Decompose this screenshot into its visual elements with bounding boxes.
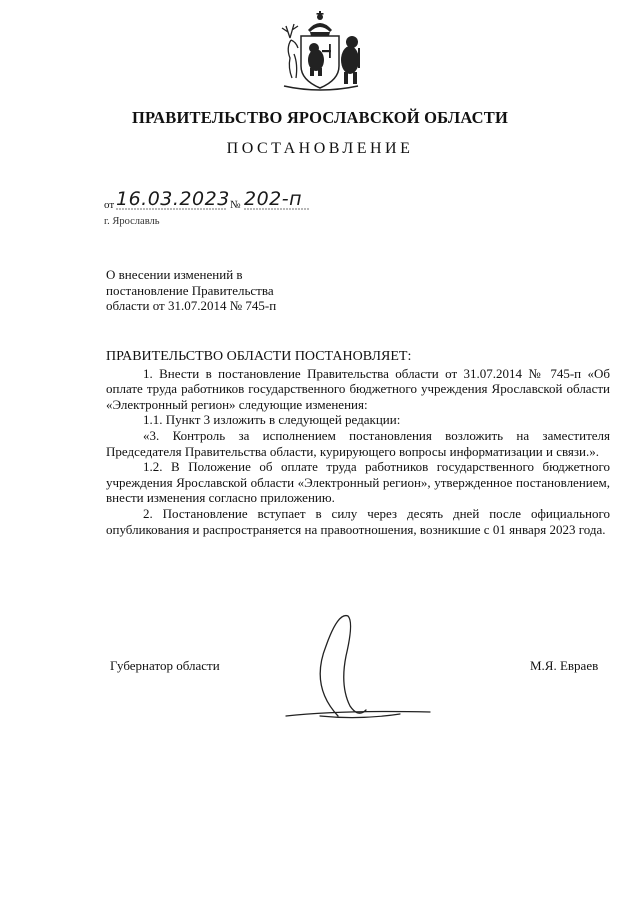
yaroslavl-coat-of-arms-icon: [274, 8, 366, 92]
handwritten-date: 16.03.2023: [116, 188, 230, 210]
government-title: ПРАВИТЕЛЬСТВО ЯРОСЛАВСКОЙ ОБЛАСТИ: [131, 108, 509, 127]
paragraph-1-1-quote: «3. Контроль за исполнением постановления возложить на заместителя Председателя Правительства области, курирующего вопросы информатизации и связи.».: [106, 427, 610, 459]
subject-line: области от 31.07.2014 № 745-п: [106, 298, 277, 313]
resolution-heading: ПРАВИТЕЛЬСТВО ОБЛАСТИ ПОСТАНОВЛЯЕТ:: [106, 349, 412, 364]
subject-line: постановление Правительства: [106, 282, 274, 298]
paragraph-1-2: 1.2. В Положение об оплате труда работников государственного бюджетного учреждения Ярославской области «Электронный регион», утвержденное постановлением, внести изменения согласно приложению.: [106, 459, 610, 506]
paragraph-1: 1. Внести в постановление Правительства области от 31.07.2014 № 745-п «Об оплате труда работников государственного бюджетного учреждения Ярославской области «Электронный регион» следующие изменения:: [106, 365, 610, 412]
handwritten-signature: [280, 606, 440, 730]
date-label: от: [104, 199, 115, 211]
document-type: ПОСТАНОВЛЕНИЕ: [226, 140, 414, 157]
date-number-line: [104, 190, 344, 216]
handwritten-number: 202-п: [244, 188, 303, 210]
document-subject: [106, 267, 346, 314]
paragraph-2: 2. Постановление вступает в силу через десять дней после официального опубликования и распространяется на правоотношения, возникшие с 01 января 2023 года.: [106, 505, 610, 537]
number-label: №: [230, 199, 241, 211]
signatory-name: М.Я. Евраев: [530, 658, 599, 673]
subject-line: О внесении изменений в: [106, 267, 243, 282]
date-underline: [104, 207, 344, 213]
paragraph-1-1: 1.1. Пункт 3 изложить в следующей редакции:: [143, 412, 401, 428]
signatory-role: Губернатор области: [110, 658, 220, 673]
place-of-issue: г. Ярославль: [104, 216, 160, 227]
document-body: [106, 349, 610, 537]
